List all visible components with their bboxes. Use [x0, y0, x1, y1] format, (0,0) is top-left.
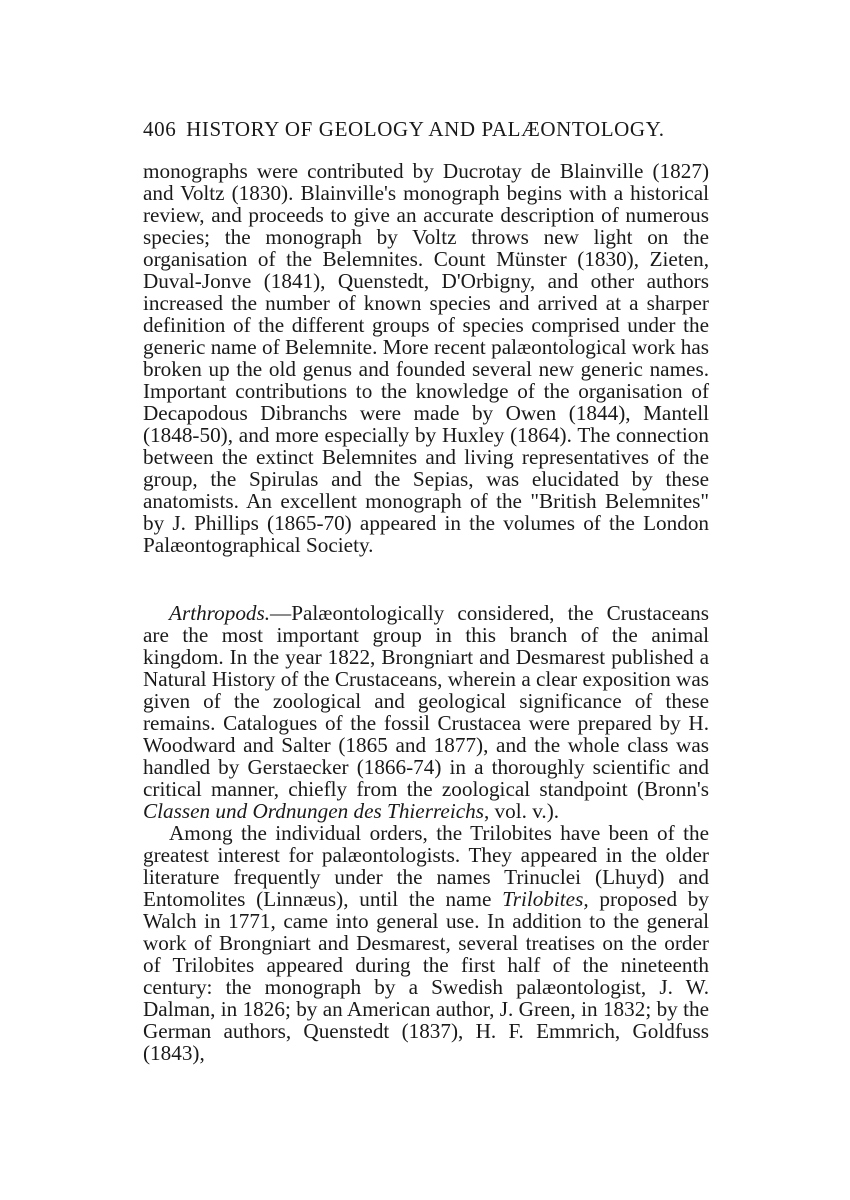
paragraph-text-continued: proposed by Walch in 1771, came into general use. In addition to the general work of Brongniart and Desmarest, several treatises on the order of Trilobites appeared during the first half of the nineteenth century: the monograph by a Swedish palæontologist, J. W. Dalman, in 1826; by an American author, J. Green, in 1832; by the German authors, Quenstedt (1837), H. F. Emmrich, Goldfuss (1843),: [143, 887, 709, 1065]
paragraph-belemnites: monographs were contributed by Ducrotay de Blainville (1827) and Voltz (1830). Blainville's monograph begins with a historical review, and proceeds to give an accurate description of numerous species; the monograph by Voltz throws new light on the organisation of the Belemnites. Count Münster (1830), Zieten, Duval-Jonve (1841), Quenstedt, D'Orbigny, and other authors increased the number of known species and arrived at a sharper definition of the different groups of species comprised under the generic name of Belemnite. More recent palæontological work has broken up the old genus and founded several new generic names. Important contributions to the knowledge of the organisation of Decapodous Dibranchs were made by Owen (1844), Mantell (1848-50), and more especially by Huxley (1864). The connection between the extinct Belemnites and living representatives of the group, the Spirulas and the Sepias, was elucidated by these anatomists. An excellent monograph of the "British Belemnites" by J. Phillips (1865-70) appeared in the volumes of the London Palæontographical Society.: [143, 159, 709, 557]
paragraph-text: Among the individual orders, the Trilobites have been of the greatest interest for palæontologists. They appeared in the older literature frequently under the names Trinuclei (Lhuyd) and Entomolites (Linnæus), until the name: [143, 821, 709, 911]
paragraph-text: Palæontologically considered, the Crustaceans are the most important group in this branch of the animal kingdom. In the year 1822, Brongniart and Desmarest published a Natural History of the Crustaceans, wherein a clear exposition was given of the zoological and geological significance of these remains. Catalogues of the fossil Crustacea were prepared by H. Woodward and Salter (1865 and 1877), and the whole class was handled by Gerstaecker (1866-74) in a thoroughly scientific and critical manner, chiefly from the zoological standpoint (Bronn's: [143, 601, 709, 801]
paragraph-arthropods-intro: [143, 602, 709, 822]
paragraph-trilobites: [143, 822, 709, 1064]
section-belemnites: [143, 160, 709, 556]
section-heading-arthropods: Arthropods.: [169, 601, 271, 625]
section-arthropods: [143, 602, 709, 1064]
running-header: [143, 117, 713, 142]
italic-term-trilobites: Trilobites,: [502, 887, 589, 911]
running-title: HISTORY OF GEOLOGY AND PALÆONTOLOGY.: [186, 117, 665, 141]
paragraph-text-end: , vol. v.).: [483, 799, 560, 823]
heading-dash: —: [270, 601, 292, 625]
page-number: 406: [143, 117, 177, 141]
italic-work-title: Classen und Ordnungen des Thierreichs: [143, 799, 484, 823]
